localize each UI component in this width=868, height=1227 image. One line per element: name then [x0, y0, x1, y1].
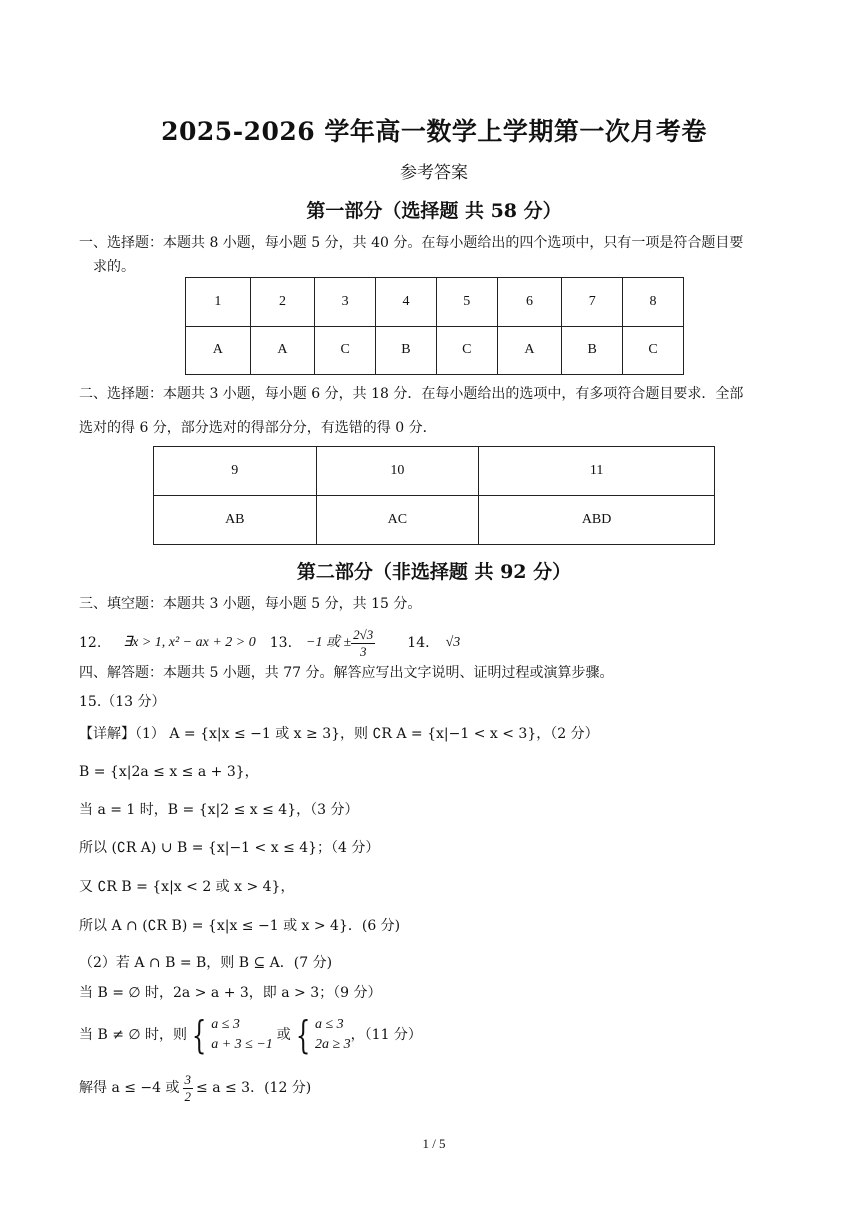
answer-table-1-answer-row — [186, 326, 684, 375]
part1-heading: 第一部分（选择题 共 58 分） — [306, 200, 562, 222]
q13-answer-prefix: −1 或 ± — [306, 635, 352, 650]
q13-label: 13. — [269, 635, 293, 651]
system-2-row-1: a ≤ 3 — [314, 1017, 344, 1032]
question-number: 1 — [186, 278, 251, 327]
solution-line-4: 所以 (∁R A) ∪ B = {x|−1 < x ≤ 4}；（4 分） — [79, 840, 380, 856]
answer-cell: C — [623, 326, 684, 375]
left-brace-icon: { — [295, 1013, 311, 1057]
system-2-row-2: 2a ≥ 3 — [314, 1037, 351, 1052]
q12-label: 12. — [79, 635, 102, 651]
page-number: 1 / 5 — [422, 1136, 446, 1151]
answer-cell: A — [250, 326, 315, 375]
solution-line-9 — [79, 1012, 422, 1058]
question-number: 3 — [315, 278, 376, 327]
solution-line-1: 【详解】（1） A = {x|x ≤ −1 或 x ≥ 3}，则 ∁R A = {x|−1 < x < 3}，（2 分） — [79, 726, 599, 742]
question-number: 2 — [250, 278, 315, 327]
question-number: 5 — [436, 278, 497, 327]
solution-line-2: B = {x|2a ≤ x ≤ a + 3}， — [79, 764, 259, 780]
section1-instructions-line1: 一、选择题：本题共 8 小题，每小题 5 分，共 40 分。在每小题给出的四个选项中，只有一项是符合题目要 — [79, 235, 744, 251]
solution-line-7: （2）若 A ∩ B = B，则 B ⊆ A．(7 分) — [79, 955, 333, 971]
answer-cell: A — [186, 326, 251, 375]
question-number: 6 — [497, 278, 562, 327]
left-brace-icon: { — [191, 1013, 207, 1057]
document-subtitle: 参考答案 — [400, 163, 468, 183]
answer-cell: B — [562, 326, 623, 375]
system-1-row-2: a + 3 ≤ −1 — [211, 1037, 273, 1052]
solution-line-8: 当 B = ∅ 时，2a > a + 3，即 a > 3；（9 分） — [79, 985, 382, 1001]
solution-line-6: 所以 A ∩ (∁R B) = {x|x ≤ −1 或 x > 4}．(6 分) — [79, 918, 401, 934]
section2-instructions-line1: 二、选择题：本题共 3 小题，每小题 6 分，共 18 分．在每小题给出的选项中，有多项符合题目要求．全部 — [79, 386, 744, 402]
answer-table-1 — [185, 277, 684, 375]
final-result-fraction — [183, 1072, 194, 1105]
or-word: 或 — [276, 1027, 291, 1043]
solution-line-5: 又 ∁R B = {x|x < 2 或 x > 4}， — [79, 879, 295, 895]
system-1-row-1: a ≤ 3 — [211, 1017, 240, 1032]
q14-answer: √3 — [445, 635, 461, 650]
q13-fraction-numerator: 2√3 — [353, 626, 374, 642]
q12-answer: ∃x > 1, x² − ax + 2 > 0 — [123, 635, 256, 650]
answer-table-2 — [153, 446, 715, 545]
inequality-system-1 — [187, 1015, 273, 1055]
answer-table-1-number-row — [186, 278, 684, 327]
answer-cell: ABD — [479, 496, 715, 545]
section3-instructions: 三、填空题：本题共 3 小题，每小题 5 分，共 15 分。 — [79, 596, 422, 612]
answer-cell: AB — [154, 496, 317, 545]
solution-line-10 — [79, 1068, 311, 1108]
answer-cell: C — [436, 326, 497, 375]
q14-label: 14. — [407, 635, 430, 651]
part2-heading: 第二部分（非选择题 共 92 分） — [296, 561, 572, 583]
answer-table-2-number-row — [154, 447, 715, 496]
section1-instructions-line2: 求的。 — [93, 259, 135, 275]
question-number: 10 — [316, 447, 479, 496]
question-number: 11 — [479, 447, 715, 496]
q15-header: 15.（13 分） — [79, 694, 166, 710]
q13-fraction-denominator: 3 — [359, 643, 367, 659]
question-number: 8 — [623, 278, 684, 327]
answer-cell: A — [497, 326, 562, 375]
q13-fraction — [351, 627, 375, 660]
inequality-system-2 — [291, 1015, 351, 1055]
final-result-prefix: 解得 a ≤ −4 或 — [79, 1080, 180, 1096]
case-nonempty-prefix: 当 B ≠ ∅ 时，则 — [79, 1027, 188, 1043]
section4-instructions: 四、解答题：本题共 5 小题，共 77 分。解答应写出文字说明、证明过程或演算步骤。 — [79, 665, 614, 681]
answer-cell: B — [376, 326, 437, 375]
question-number: 4 — [376, 278, 437, 327]
final-result-suffix: ≤ a ≤ 3．(12 分) — [196, 1080, 312, 1096]
solution-line-3: 当 a = 1 时，B = {x|2 ≤ x ≤ 4}，（3 分） — [79, 802, 359, 818]
case-nonempty-suffix: ，（11 分） — [350, 1027, 422, 1043]
document-title: 2025-2026 学年高一数学上学期第一次月考卷 — [161, 117, 707, 146]
answer-table-2-answer-row — [154, 496, 715, 545]
fraction-denominator: 2 — [184, 1088, 192, 1104]
answer-cell: AC — [316, 496, 479, 545]
fraction-numerator: 3 — [184, 1071, 192, 1087]
answer-cell: C — [315, 326, 376, 375]
fill-in-answers — [79, 626, 460, 660]
question-number: 7 — [562, 278, 623, 327]
question-number: 9 — [154, 447, 317, 496]
section2-instructions-line2: 选对的得 6 分，部分选对的得部分分，有选错的得 0 分． — [79, 420, 437, 436]
